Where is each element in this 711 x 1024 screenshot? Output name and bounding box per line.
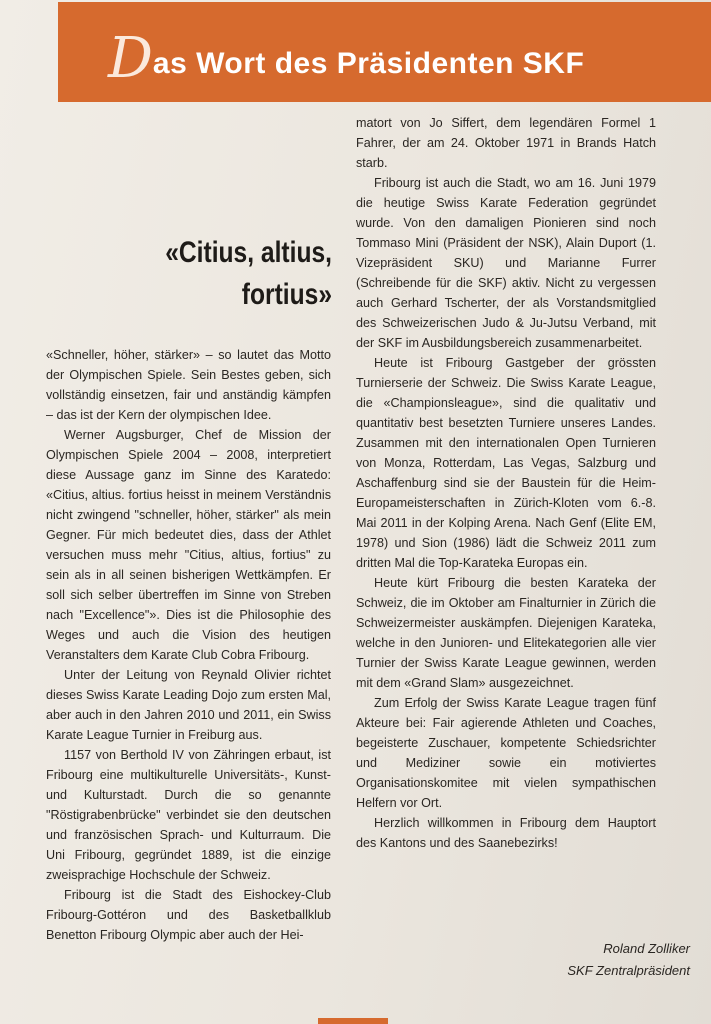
paragraph: Zum Erfolg der Swiss Karate League tragen fünf Akteure bei: Fair agierende Athleten und Coaches, begeisterte Zuschauer, kompetente Schiedsrichter und Mediziner sowie ein motiviertes Organisationskomitee mit vielen sympathischen Helfern vor Ort. [356,696,656,810]
paragraph: 1157 von Berthold IV von Zähringen erbaut, ist Fribourg eine multikulturelle Universitäts-, Kunst- und Kulturstadt. Durch die so genannte "Röstigrabenbrücke" verbindet sie den deutschen und französischen Sprach- und Kulturraum. Die Uni Fribourg, gegründet 1889, ist die einzige zweisprachige Hochschule der Schweiz. [46,748,331,882]
paragraph: Heute ist Fribourg Gastgeber der grössten Turnierserie der Schweiz. Die Swiss Karate League, die «Championsleague», sind die qualitativ und quantitativ best besetzten Turniere unseres Landes. Zusammen mit den internationalen Open Turnieren von Monza, Rotterdam, Las Vegas, Salzburg und Aschaffenburg sind sie der Baustein für die Heim-Europameisterschaften in Zürich-Kloten vom 6.-8. Mai 2011 in der Kolping Arena. Nach Genf (Elite EM, 1978) und Sion (1986) lädt die Schweiz 2011 zum dritten Mal die Top-Karateka Europas ein. [356,356,656,570]
left-text-column [46,345,331,945]
page-tab-marker [318,1018,388,1024]
paragraph: «Schneller, höher, stärker» – so lautet das Motto der Olympischen Spiele. Sein Bestes geben, sich vollständig einsetzen, fair und anständig kämpfen – das ist der Kern der olympischen Idee. [46,348,331,422]
paragraph: matort von Jo Siffert, dem legendären Formel 1 Fahrer, der am 24. Oktober 1971 in Brands Hatch starb. [356,116,656,170]
signature-block [470,938,690,982]
paragraph: Fribourg ist auch die Stadt, wo am 16. Juni 1979 die heutige Swiss Karate Federation gegründet wurde. Von den damaligen Pionieren sind noch Tommaso Mini (Präsident der NSK), Alain Duport (1. Vizepräsident SKU) und Marianne Furrer (Schreibende für die SKF) aktiv. Nicht zu vergessen auch Gerhard Tscherter, der als Vorstandsmitglied des Schweizerischen Judo & Ju-Jutsu Verband, mit der SKF im Ausbildungsbereich zusammenarbeitet. [356,176,656,350]
title-text: as Wort des Präsidenten SKF [152,47,585,80]
page-title [108,22,585,91]
paragraph: Unter der Leitung von Reynald Olivier richtet dieses Swiss Karate Leading Dojo zum ersten Mal, aber auch in den Jahren 2010 und 2011, ein Swiss Karate League Turnier in Freiburg aus. [46,668,331,742]
signature-role: SKF Zentralpräsident [567,963,690,978]
signature-name: Roland Zolliker [603,941,690,956]
paragraph: Heute kürt Fribourg die besten Karateka der Schweiz, die im Oktober am Finalturnier in Zürich die Schweizermeister auskämpfen. Diejenigen Karateka, welche in den Junioren- und Elitekategorien alle vier Turnier der Swiss Karate League gewinnen, werden mit dem «Grand Slam» ausgezeichnet. [356,576,656,690]
article-headline: «Citius, altius, fortius» [165,236,332,311]
right-text-column [356,113,656,853]
paragraph: Herzlich willkommen in Fribourg dem Hauptort des Kantons und des Saanebezirks! [356,816,656,850]
paragraph: Werner Augsburger, Chef de Mission der Olympischen Spiele 2004 – 2008, interpretiert diese Aussage ganz im Sinne des Karatedo: «Citius, altius. fortius heisst in meinem Verständnis nicht zwingend "schneller, höher, stärker" als mein Gegner. Für mich bedeutet dies, dass der Athlet versuchen muss mehr "Citius, altius, fortius" zu sein als in all seinen bisherigen Wettkämpfen. Er soll sich selber übertreffen im Sinne von Streben nach "Excellence"». Dies ist die Philosophie des Weges und auch die Vision des heutigen Veranstalters dem Karate Club Cobra Fribourg. [46,428,331,662]
title-initial-letter: D [108,26,153,91]
paragraph: Fribourg ist die Stadt des Eishockey-Club Fribourg-Gottéron und des Basketballklub Benetton Fribourg Olympic aber auch der Hei- [46,888,331,942]
